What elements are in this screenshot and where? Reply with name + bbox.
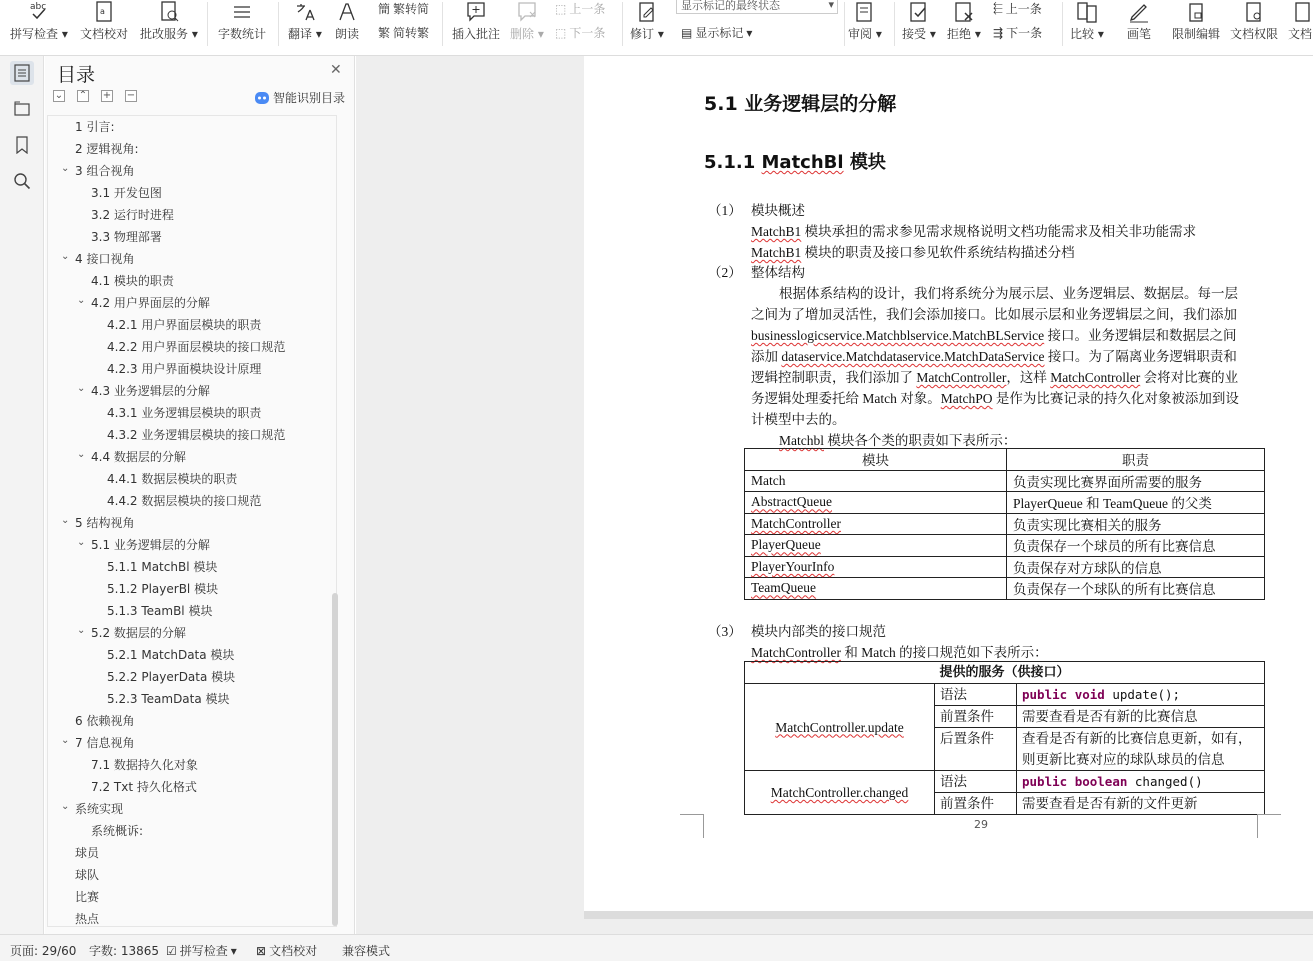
chevron-down-icon[interactable]: ⌄ — [61, 163, 70, 174]
table-cell: 需要查看是否有新的比赛信息 — [1017, 706, 1265, 728]
proof-icon: ⊠ — [256, 943, 267, 958]
pen-button[interactable]: 画笔 — [1124, 0, 1154, 50]
ribbon-toolbar — [0, 0, 1313, 56]
service-name-cell — [745, 771, 935, 815]
s1-line-2 — [751, 241, 1075, 261]
para-line-4 — [751, 345, 1237, 365]
table-row — [745, 492, 1265, 514]
table-cell: 前置条件 — [935, 706, 1017, 728]
chevron-down-icon: ▾ — [828, 0, 834, 11]
add-heading-button[interactable]: + — [102, 90, 112, 101]
para-line-6 — [751, 387, 1239, 407]
toc-item[interactable]: 球员 — [75, 846, 100, 860]
table-row — [745, 513, 1265, 535]
p6-a: 务逻辑处理委托给 Match 对象。 — [751, 391, 941, 406]
p5-e: 会将对比赛的业 — [1140, 370, 1239, 385]
syntax-rest: changed() — [1127, 774, 1203, 789]
toc-item[interactable]: 球队 — [75, 868, 100, 882]
status-spell-check[interactable]: ☑ 拼写检查 ▾ — [166, 943, 237, 958]
table-cell: TeamQueue — [745, 578, 1007, 600]
s3-line-1 — [751, 641, 1048, 661]
table-cell: 需要查看是否有新的文件更新 — [1017, 793, 1265, 815]
blservice-term: businesslogicservice.Matchblservice.MatchBLService — [751, 328, 1045, 343]
prev-comment-icon: ⬚ — [555, 1, 567, 16]
p4-rest: 接口。为了隔离业务逻辑职责和 — [1044, 349, 1237, 364]
table-cell: 后置条件 — [935, 728, 1017, 771]
page-corner-right — [1257, 814, 1281, 838]
toc-item[interactable]: 5.2 数据层的分解 — [91, 626, 186, 640]
syntax-cell — [1017, 684, 1265, 706]
collapse-all-button[interactable]: ⌄ — [54, 90, 64, 101]
insert-comment-button[interactable]: 插入批注 — [452, 0, 500, 50]
toc-item[interactable]: 3.3 物理部署 — [91, 230, 162, 244]
next-change-icon: ⇶ — [993, 25, 1004, 40]
chevron-down-icon[interactable]: ⌄ — [77, 295, 86, 306]
table-cell: PlayerYourInfo — [745, 556, 1007, 578]
toc-item[interactable]: 7 信息视角 — [75, 736, 135, 750]
spell-check-icon — [27, 0, 51, 24]
toc-list — [47, 115, 337, 927]
svg-text:abc: abc — [29, 2, 47, 12]
toc-item[interactable]: 5.1.2 PlayerBl 模块 — [107, 582, 219, 596]
toc-item[interactable]: 5 结构视角 — [75, 516, 135, 530]
toc-panel-button[interactable] — [10, 61, 34, 85]
table-cell: AbstractQueue — [745, 492, 1007, 514]
close-icon[interactable]: ✕ — [330, 62, 342, 78]
toc-item[interactable]: 5.2.2 PlayerData 模块 — [107, 670, 236, 684]
delete-comment-button[interactable]: 删除 ▾ — [510, 0, 544, 50]
next-comment-icon: ⬚ — [555, 25, 567, 40]
page-number: 29 — [974, 818, 988, 831]
toc-item[interactable]: 6 依赖视角 — [75, 714, 135, 728]
table-row — [745, 684, 1265, 706]
compare-button[interactable]: 比较 ▾ — [1070, 0, 1104, 50]
toc-item[interactable]: 2 逻辑视角: — [75, 142, 139, 156]
service-1-name: MatchController.update — [775, 719, 904, 735]
chevron-down-icon[interactable]: ⌄ — [61, 735, 70, 746]
matchbl-word: MatchBl — [761, 152, 844, 173]
trad-icon: 簡 — [378, 2, 391, 16]
toc-icon — [14, 64, 30, 82]
toc-item[interactable]: 3 组合视角 — [75, 164, 135, 178]
para-line-1: 根据体系结构的设计，我们将系统分为展示层、业务逻辑层、数据层。每一层 — [779, 286, 1238, 301]
toc-item[interactable]: 3.2 运行时进程 — [91, 208, 174, 222]
next-change-button[interactable]: ⇶ 下一条 — [993, 25, 1043, 40]
chevron-down-icon[interactable]: ⌄ — [77, 383, 86, 394]
markup-state-select[interactable]: 显示标记的最终状态 ▾ — [676, 0, 838, 14]
doc-proof-button[interactable]: a 文档校对 — [80, 0, 128, 50]
service-name-cell — [745, 684, 935, 771]
table-row — [745, 556, 1265, 578]
p3-rest: 接口。业务逻辑层和数据层之间 — [1044, 328, 1237, 343]
table-cell: 负责实现比赛相关的服务 — [1007, 513, 1265, 535]
reject-icon — [952, 0, 976, 24]
postcondition-cell — [1017, 728, 1265, 771]
toc-item[interactable]: 4.4 数据层的分解 — [91, 450, 186, 464]
table-cell: 语法 — [935, 684, 1017, 706]
s1-l2-term: MatchB1 — [751, 245, 802, 260]
toc-item[interactable]: 4.4.2 数据层模块的接口规范 — [107, 494, 262, 508]
p6-term: MatchPO — [940, 391, 993, 406]
insert-comment-icon — [464, 0, 488, 24]
para-line-7: 计模型中去的。 — [751, 412, 846, 427]
section-2-number: （2） — [708, 265, 742, 280]
search-icon — [13, 172, 31, 190]
track-changes-icon — [635, 0, 659, 24]
toc-item[interactable]: 5.1 业务逻辑层的分解 — [91, 538, 210, 552]
table-row — [745, 771, 1265, 793]
compare-icon — [1075, 0, 1099, 24]
checkbox-icon: ☑ — [166, 943, 177, 958]
s3-term: MatchController — [751, 645, 841, 660]
p5-c: ，这样 — [1006, 370, 1051, 385]
toc-item[interactable]: 4 接口视角 — [75, 252, 135, 266]
page-corner-left — [680, 814, 704, 838]
doc-proof-icon — [92, 0, 116, 24]
keyword: public — [1022, 687, 1068, 702]
toc-item[interactable]: 4.2 用户界面层的分解 — [91, 296, 210, 310]
next-comment-button[interactable]: ⬚ 下一条 — [555, 25, 606, 40]
table-1-caption — [779, 429, 1016, 449]
s1-l1-rest: 模块承担的需求参见需求规格说明文档功能需求及相关非功能需求 — [801, 224, 1197, 239]
postcondition-line-2: 则更新比赛对应的球队球员的信息 — [1022, 752, 1225, 767]
section-3-title: 模块内部类的接口规范 — [751, 624, 886, 639]
page-gap — [584, 911, 1313, 919]
toc-item[interactable]: 4.2.3 用户界面模块设计原理 — [107, 362, 262, 376]
table-row — [745, 470, 1265, 492]
simp-icon: 繁 — [378, 26, 391, 40]
review-icon — [853, 0, 877, 24]
doc-permission-icon — [1242, 0, 1266, 24]
status-bar — [0, 934, 1313, 961]
chevron-down-icon[interactable]: ⌄ — [77, 449, 86, 460]
table-cell: 负责保存对方球队的信息 — [1007, 556, 1265, 578]
toc-item[interactable]: 5.1.1 MatchBl 模块 — [107, 560, 218, 574]
table-header-module: 模块 — [745, 449, 1007, 471]
search-button[interactable] — [10, 169, 34, 193]
syntax-rest: update(); — [1104, 687, 1181, 702]
heading-5-1: 5.1 业务逻辑层的分解 — [704, 93, 897, 115]
para-line-5 — [751, 366, 1238, 386]
bookmark-icon — [15, 136, 29, 154]
postcondition-line-1: 查看是否有新的比赛信息更新，如有， — [1022, 731, 1252, 746]
toc-item[interactable]: 4.3.2 业务逻辑层模块的接口规范 — [107, 428, 286, 442]
class-responsibility-table — [744, 448, 1265, 600]
section-3-number: （3） — [708, 624, 742, 639]
section-2-title: 整体结构 — [751, 265, 805, 280]
toc-item[interactable]: 3.1 开发包图 — [91, 186, 162, 200]
s1-l1-term: MatchB1 — [751, 224, 802, 239]
nav-icon-bar — [0, 56, 44, 934]
toc-item[interactable]: 5.2.1 MatchData 模块 — [107, 648, 235, 662]
table-cell: 语法 — [935, 771, 1017, 793]
review-button[interactable]: 审阅 ▾ — [848, 0, 882, 50]
doc-more-button[interactable]: 文档 — [1288, 0, 1313, 50]
chevron-down-icon[interactable]: ⌄ — [77, 625, 86, 636]
interface-table-header: 提供的服务（供接口） — [745, 662, 1265, 684]
chapter-icon — [14, 101, 30, 117]
keyword: public — [1022, 774, 1068, 789]
smart-identify-toc-button[interactable]: 智能识别目录 — [255, 89, 345, 106]
interface-spec-table — [744, 661, 1265, 815]
status-doc-proof[interactable]: ⊠ 文档校对 — [256, 943, 318, 958]
caption-term: Matchbl — [779, 433, 824, 448]
dataservice-term: dataservice.Matchdataservice.MatchDataService — [781, 349, 1045, 364]
toc-item[interactable]: 系统实现 — [75, 802, 124, 816]
para-line-2: 之间为了增加灵活性，我们会添加接口。比如展示层和业务逻辑层之间，我们添加 — [751, 307, 1237, 322]
batch-service-icon — [157, 0, 181, 24]
table-cell: 负责保存一个球员的所有比赛信息 — [1007, 535, 1265, 557]
table-row — [745, 662, 1265, 684]
table-cell: PlayerQueue — [745, 535, 1007, 557]
remove-heading-button[interactable]: − — [126, 90, 136, 101]
section-1-number: （1） — [708, 203, 742, 218]
table-cell: 负责实现比赛界面所需要的服务 — [1007, 470, 1265, 492]
chevron-down-icon[interactable]: ⌄ — [61, 801, 70, 812]
chevron-down-icon[interactable]: ⌄ — [77, 537, 86, 548]
heading-5-1-1: 5.1.1 MatchBl 模块 — [704, 152, 886, 173]
translate-button[interactable]: 翻译 ▾ — [288, 0, 322, 50]
table-header-duty: 职责 — [1007, 449, 1265, 471]
prev-change-icon: ⬱ — [993, 1, 1003, 15]
caption-rest: 模块各个类的职责如下表所示： — [824, 433, 1017, 448]
track-changes-button[interactable]: 修订 ▾ — [630, 0, 664, 50]
svg-text:a: a — [100, 7, 105, 16]
toc-item[interactable]: 7.2 Txt 持久化格式 — [91, 780, 197, 794]
toc-item[interactable]: 4.1 模块的职责 — [91, 274, 174, 288]
trad-to-simp-button[interactable]: 簡 繁转简 — [378, 2, 430, 16]
table-cell: Match — [745, 470, 1007, 492]
show-markup-icon: ▤ — [681, 25, 693, 40]
toc-item[interactable]: 4.2.1 用户界面层模块的职责 — [107, 318, 262, 332]
table-cell: MatchController — [745, 513, 1007, 535]
service-2-name: MatchController.changed — [770, 785, 909, 800]
para-line-3 — [751, 324, 1237, 344]
toc-item[interactable]: 4.3.1 业务逻辑层模块的职责 — [107, 406, 262, 420]
toc-item[interactable]: 1 引言: — [75, 120, 115, 134]
restrict-edit-button[interactable]: 限制编辑 — [1172, 0, 1220, 50]
table-cell: 前置条件 — [935, 793, 1017, 815]
document-page — [584, 56, 1313, 911]
reject-button[interactable]: 拒绝 ▾ — [947, 0, 981, 50]
p5-term-1: MatchController — [916, 370, 1007, 385]
toc-item[interactable]: 5.1.3 TeamBl 模块 — [107, 604, 213, 618]
delete-comment-icon — [515, 0, 539, 24]
prev-comment-button[interactable]: ⬚ 上一条 — [555, 1, 606, 16]
syntax-cell — [1017, 771, 1265, 793]
doc-permission-button[interactable]: 文档权限 — [1230, 0, 1278, 50]
word-count-button[interactable]: 字数统计 — [218, 0, 266, 50]
section-1-title: 模块概述 — [751, 203, 805, 218]
spell-check-button[interactable]: abc 拼写检查 ▾ — [10, 2, 68, 41]
batch-service-button[interactable]: 批改服务 ▾ — [140, 0, 198, 50]
s3-rest: 和 Match 的接口规范如下表所示： — [840, 645, 1048, 660]
toc-item[interactable]: 4.4.1 数据层模块的职责 — [107, 472, 238, 486]
ai-bot-icon — [255, 92, 269, 104]
lock-icon — [1184, 0, 1208, 24]
word-count-indicator[interactable]: 字数: 13865 — [89, 944, 160, 958]
chapter-nav-button[interactable] — [10, 97, 34, 121]
simp-to-trad-button[interactable]: 繁 简转繁 — [378, 26, 430, 40]
keyword: boolean — [1074, 774, 1128, 789]
s1-l2-rest: 模块的职责及接口参见软件系统结构描述分档 — [801, 245, 1075, 260]
s1-line-1 — [751, 220, 1196, 240]
p5-term-2: MatchController — [1050, 370, 1141, 385]
prev-change-button[interactable]: ⬱ 上一条 — [993, 1, 1042, 16]
accept-button[interactable]: 接受 ▾ — [902, 0, 936, 50]
pen-icon — [1127, 0, 1151, 24]
word-count-icon — [230, 0, 254, 24]
p5-a: 逻辑控制职责，我们添加了 — [751, 370, 917, 385]
table-cell: PlayerQueue 和 TeamQueue 的父类 — [1007, 492, 1265, 514]
toc-item[interactable]: 比赛 — [75, 890, 100, 904]
toc-item[interactable]: 4.3 业务逻辑层的分解 — [91, 384, 210, 398]
toc-item[interactable]: 5.2.3 TeamData 模块 — [107, 692, 230, 706]
toc-panel — [45, 56, 355, 934]
toc-item[interactable]: 4.2.2 用户界面层模块的接口规范 — [107, 340, 286, 354]
document-area — [356, 56, 1313, 934]
translate-icon — [293, 0, 317, 24]
keyword: void — [1074, 687, 1105, 702]
toc-item[interactable]: 系统概诉: — [91, 824, 144, 838]
p6-c: 是作为比赛记录的持久化对象被添加到设 — [992, 391, 1239, 406]
show-markup-button[interactable]: ▤ 显示标记 ▾ — [681, 25, 753, 40]
page-indicator[interactable]: 页面: 29/60 — [10, 944, 77, 958]
bookmark-button[interactable] — [10, 133, 34, 157]
read-aloud-button[interactable]: 朗读 — [332, 0, 362, 50]
toc-title: 目录 — [57, 64, 96, 86]
doc-more-icon — [1291, 0, 1313, 24]
compat-mode-label: 兼容模式 — [342, 944, 391, 958]
table-cell: 负责保存一个球队的所有比赛信息 — [1007, 578, 1265, 600]
toc-item[interactable]: 热点 — [75, 912, 100, 926]
toc-item[interactable]: 7.1 数据持久化对象 — [91, 758, 198, 772]
p4-start: 添加 — [751, 349, 782, 364]
accept-icon — [907, 0, 931, 24]
expand-up-button[interactable]: ⌃ — [78, 90, 88, 101]
chevron-down-icon[interactable]: ⌄ — [61, 515, 70, 526]
table-row — [745, 578, 1265, 600]
table-row — [745, 535, 1265, 557]
toc-scrollbar[interactable] — [332, 593, 338, 926]
read-aloud-icon — [335, 0, 359, 24]
chevron-down-icon[interactable]: ⌄ — [61, 251, 70, 262]
